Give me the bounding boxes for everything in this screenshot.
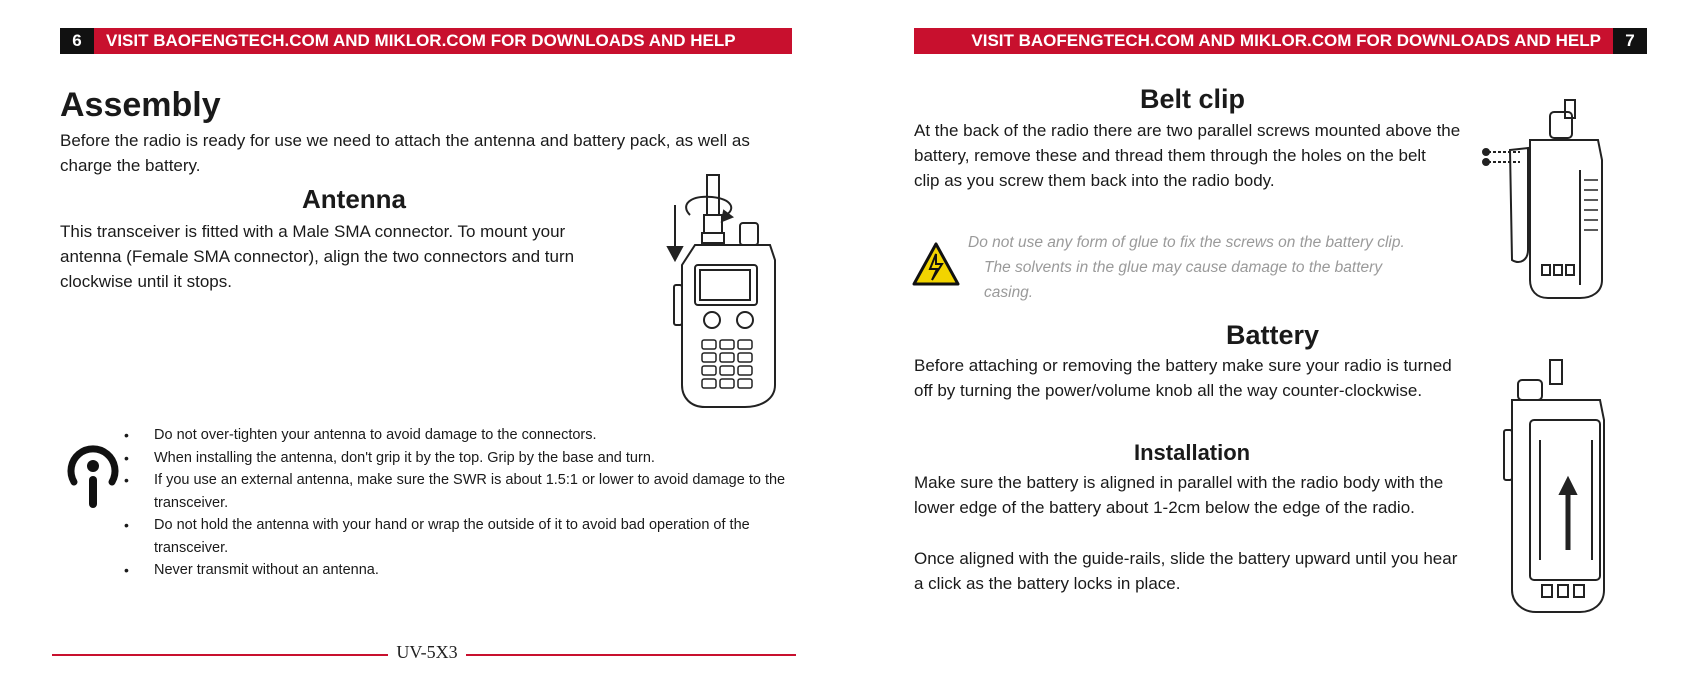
footer-model: UV-5X3	[396, 642, 458, 662]
assembly-title: Assembly	[60, 86, 221, 124]
warning-line: Do not use any form of glue to fix the screws on the battery clip.	[968, 234, 1405, 251]
warning-icon	[912, 242, 960, 286]
installation-paragraph	[914, 470, 1474, 520]
radio-antenna-illustration	[660, 175, 790, 410]
battery-line: off by turning the power/volume knob all the way counter-clockwise.	[914, 381, 1423, 400]
antenna-tips-list	[140, 424, 790, 582]
battery-heading: Battery	[1226, 320, 1320, 350]
antenna-line: This transceiver is fitted with a Male SMA connector. To mount your	[60, 222, 566, 241]
battery-line: Before attaching or removing the battery make sure your radio is turned	[914, 356, 1452, 375]
radio-belt-clip-illustration	[1480, 100, 1630, 300]
belt-clip-line: At the back of the radio there are two parallel screws mounted above the	[914, 121, 1461, 140]
page-number: 7	[1613, 28, 1647, 54]
warning-line: The solvents in the glue may cause damage to the battery	[984, 259, 1383, 276]
belt-clip-paragraph	[914, 118, 1474, 193]
installation-line: Make sure the battery is aligned in parallel with the radio body with the	[914, 473, 1444, 492]
antenna-paragraph	[60, 219, 620, 294]
header-bar-left	[60, 28, 792, 54]
header-text: VISIT BAOFENGTECH.COM AND MIKLOR.COM FOR DOWNLOADS AND HELP	[106, 31, 736, 50]
antenna-heading: Antenna	[302, 184, 406, 214]
list-item: • Do not over-tighten your antenna to avoid damage to the connectors.	[140, 424, 790, 447]
list-item: • If you use an external antenna, make sure the SWR is about 1.5:1 or lower to avoid damage to the transceiver.	[140, 469, 790, 514]
warning-text	[968, 230, 1428, 305]
intro-line: Before the radio is ready for use we need to attach the antenna and battery pack, as well as	[60, 131, 750, 150]
list-item: • Do not hold the antenna with your hand or wrap the outside of it to avoid bad operation of the transceiver.	[140, 514, 790, 559]
warning-line: casing.	[984, 284, 1034, 301]
footer-line-right	[466, 654, 796, 656]
list-item: • When installing the antenna, don't grip it by the top. Grip by the base and turn.	[140, 447, 790, 470]
belt-clip-line: clip as you screw them back into the radio body.	[914, 171, 1275, 190]
belt-clip-line: battery, remove these and thread them through the holes on the belt	[914, 146, 1426, 165]
antenna-line: clockwise until it stops.	[60, 272, 232, 291]
installation-heading: Installation	[1134, 440, 1251, 465]
slide-line: a click as the battery locks in place.	[914, 574, 1181, 593]
page-number: 6	[60, 28, 94, 54]
footer-line-left	[52, 654, 388, 656]
radio-battery-illustration	[1500, 360, 1630, 620]
battery-paragraph	[914, 353, 1474, 403]
info-icon	[62, 440, 124, 510]
header-text: VISIT BAOFENGTECH.COM AND MIKLOR.COM FOR DOWNLOADS AND HELP	[971, 31, 1601, 50]
slide-line: Once aligned with the guide-rails, slide the battery upward until you hear	[914, 549, 1458, 568]
antenna-line: antenna (Female SMA connector), align the two connectors and turn	[60, 247, 575, 266]
installation-line: lower edge of the battery about 1-2cm below the edge of the radio.	[914, 498, 1415, 517]
list-item: • Never transmit without an antenna.	[140, 559, 790, 582]
left-page	[0, 0, 850, 680]
header-bar-right	[914, 28, 1647, 54]
right-page	[850, 0, 1701, 680]
intro-line: charge the battery.	[60, 156, 201, 175]
belt-clip-heading: Belt clip	[1140, 84, 1246, 114]
intro-paragraph	[60, 128, 790, 178]
slide-paragraph	[914, 546, 1484, 596]
